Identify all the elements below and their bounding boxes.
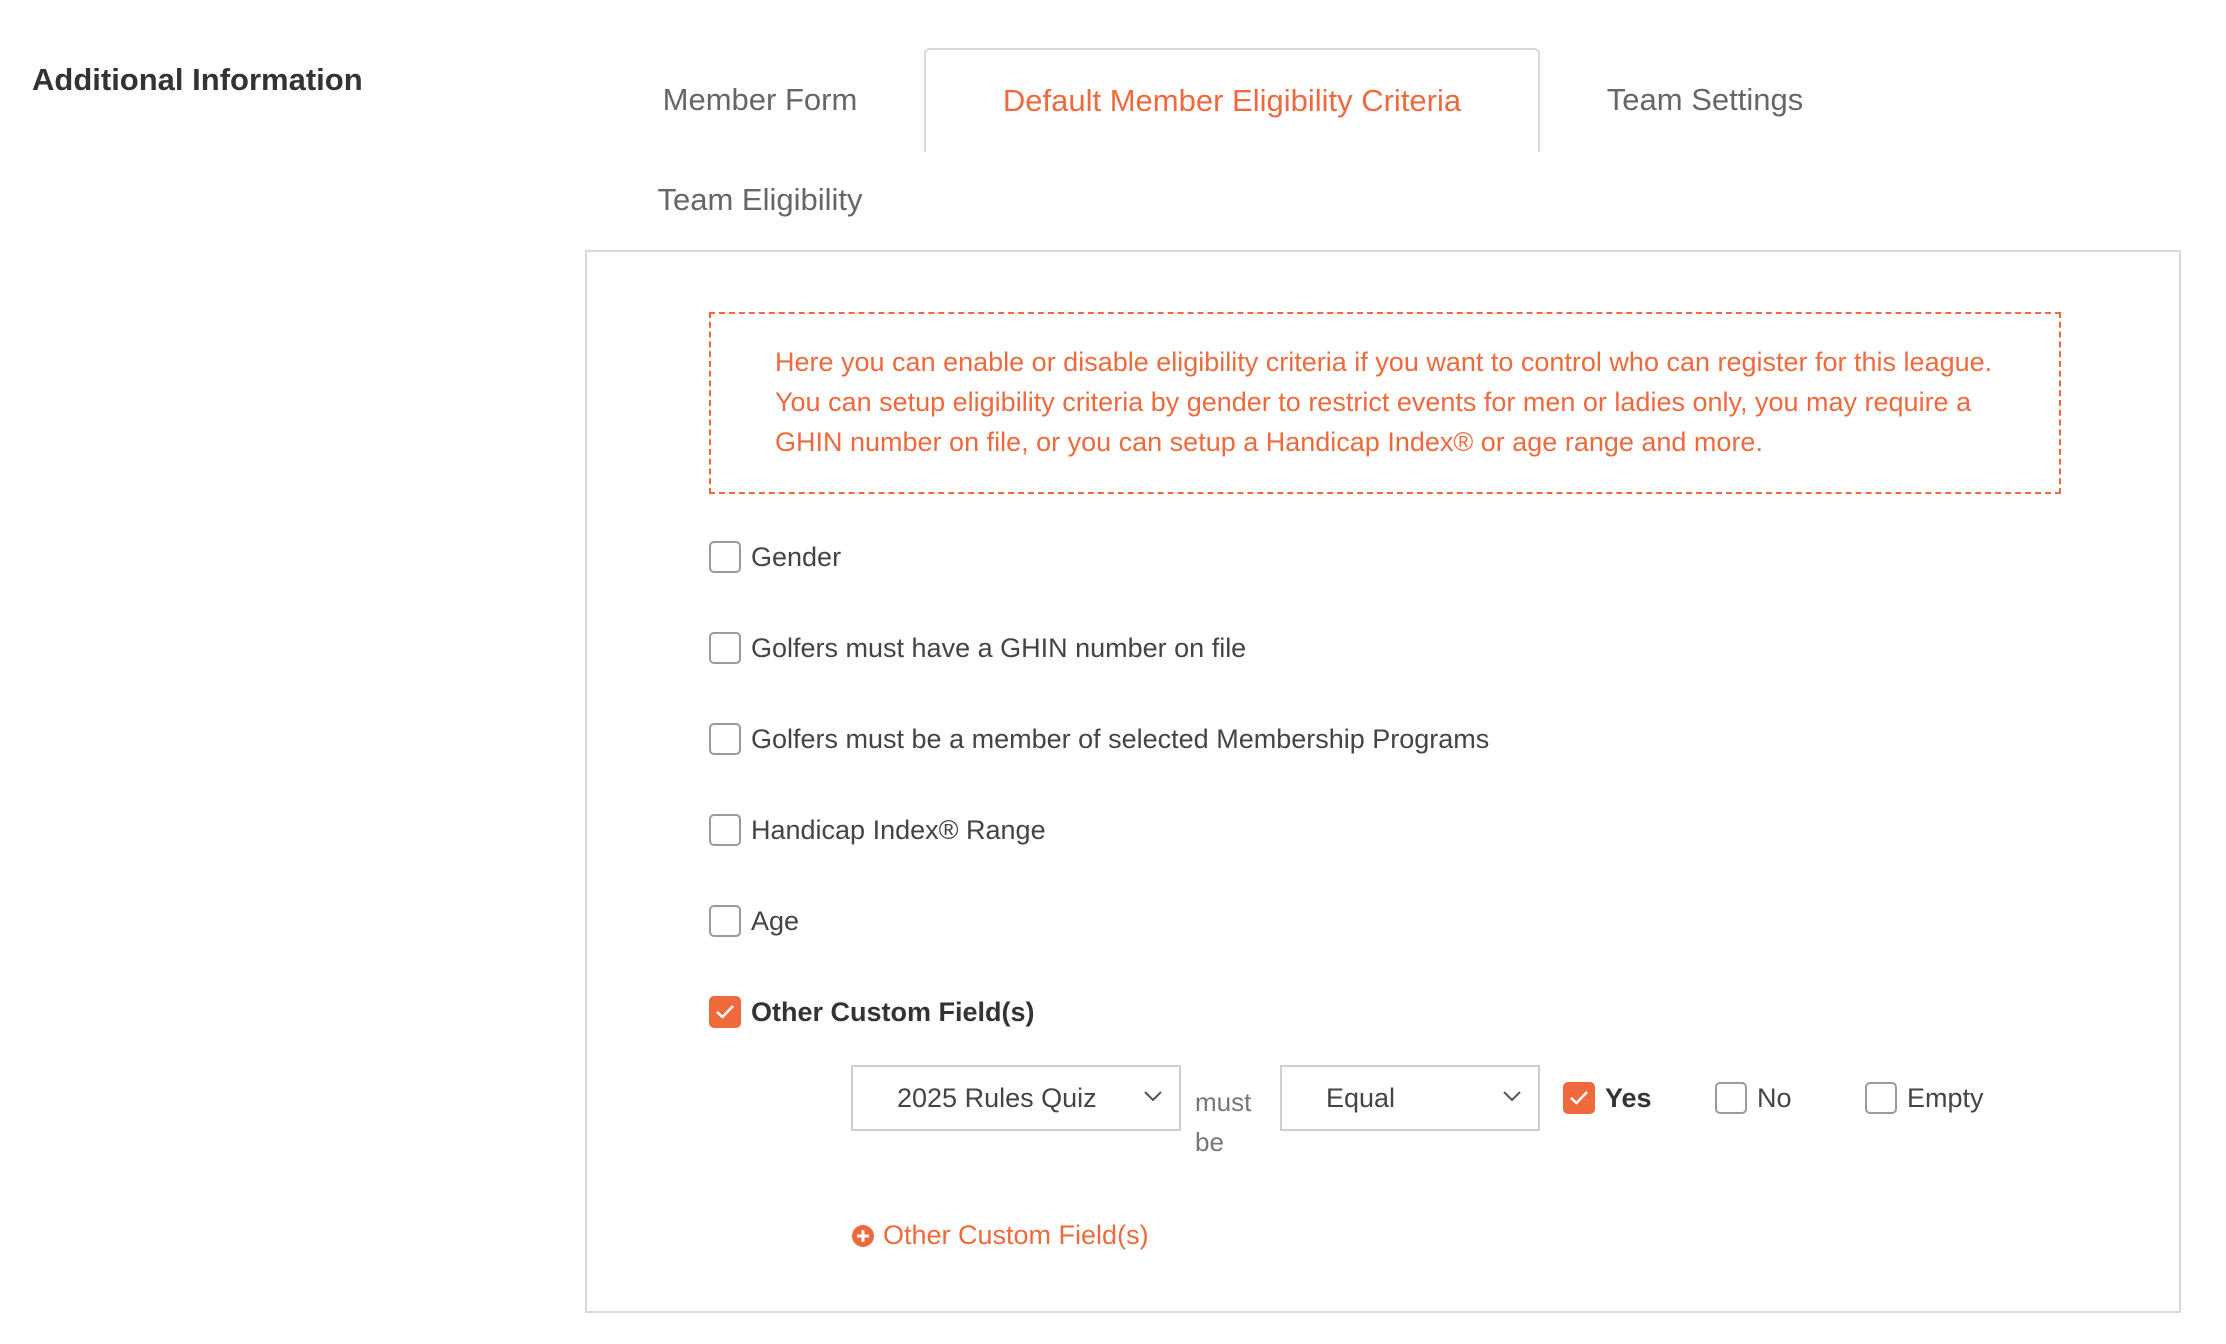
no-checkbox[interactable] <box>1715 1082 1747 1114</box>
operator-select-value: Equal <box>1326 1082 1396 1113</box>
criteria-gender[interactable] <box>709 541 841 573</box>
other-custom-fields-label: Other Custom Field(s) <box>751 996 1035 1027</box>
criteria-ghin[interactable] <box>709 632 1246 664</box>
criteria-handicap-range[interactable] <box>709 814 1046 846</box>
ghin-checkbox[interactable] <box>709 632 741 664</box>
plus-circle-icon <box>851 1224 875 1248</box>
option-yes[interactable] <box>1563 1082 1652 1114</box>
membership-programs-label: Golfers must be a member of selected Membership Programs <box>751 723 1490 754</box>
gender-checkbox[interactable] <box>709 541 741 573</box>
empty-label: Empty <box>1907 1082 1984 1113</box>
tab-team-settings[interactable]: Team Settings <box>1606 82 1804 117</box>
info-notice: Here you can enable or disable eligibility criteria if you want to control who can register for this league. You can setup eligibility criteria by gender to restrict events for men or ladies only, you may require a GHIN number on file, or you can setup a Handicap Index® or age range and more. <box>709 312 2061 494</box>
check-icon <box>1569 1090 1589 1106</box>
age-label: Age <box>751 905 800 936</box>
option-no[interactable] <box>1715 1082 1792 1114</box>
ghin-label: Golfers must have a GHIN number on file <box>751 632 1247 663</box>
tab-default-member-eligibility-criteria[interactable]: Default Member Eligibility Criteria <box>924 48 1540 152</box>
tab-member-form[interactable]: Member Form <box>662 82 858 117</box>
membership-programs-checkbox[interactable] <box>709 723 741 755</box>
tab-team-eligibility[interactable]: Team Eligibility <box>657 182 863 217</box>
option-empty[interactable] <box>1865 1082 1984 1114</box>
must-be-connector: must be <box>1195 1087 1252 1157</box>
section-title: Additional Information <box>32 62 363 97</box>
yes-label: Yes <box>1605 1082 1652 1113</box>
criteria-other-custom-fields[interactable] <box>709 996 1035 1028</box>
custom-field-select-value: 2025 Rules Quiz <box>897 1082 1097 1113</box>
custom-field-select[interactable] <box>851 1065 1181 1131</box>
chevron-down-icon <box>1143 1089 1163 1103</box>
no-label: No <box>1757 1082 1792 1113</box>
handicap-range-label: Handicap Index® Range <box>751 814 1046 845</box>
age-checkbox[interactable] <box>709 905 741 937</box>
criteria-membership-programs[interactable] <box>709 723 1489 755</box>
add-custom-field-link[interactable] <box>851 1220 1149 1251</box>
check-icon <box>715 1004 735 1020</box>
empty-checkbox[interactable] <box>1865 1082 1897 1114</box>
add-custom-field-label: Other Custom Field(s) <box>883 1220 1149 1250</box>
operator-select[interactable] <box>1280 1065 1540 1131</box>
eligibility-panel <box>585 250 2181 1313</box>
other-custom-fields-checkbox[interactable] <box>709 996 741 1028</box>
gender-label: Gender <box>751 541 842 572</box>
yes-checkbox[interactable] <box>1563 1082 1595 1114</box>
criteria-age[interactable] <box>709 905 799 937</box>
chevron-down-icon <box>1502 1089 1522 1103</box>
handicap-range-checkbox[interactable] <box>709 814 741 846</box>
